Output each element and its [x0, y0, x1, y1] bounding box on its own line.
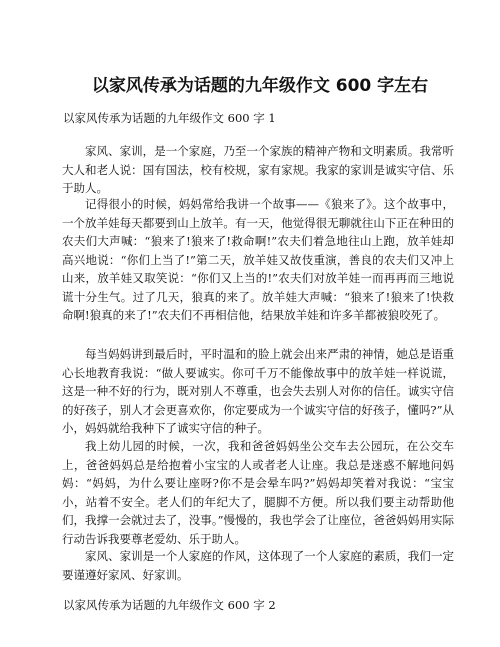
paragraph-1: 家风、家训，是一个家庭，乃至一个家族的精神产物和文明素质。我常听大人和老人说：国有国法，校有校规，家有家规。我家的家训是诚实守信、乐于助人。: [62, 144, 454, 195]
paragraph-4: 我上幼儿园的时候，一次，我和爸爸妈妈坐公交车去公园玩，在公交车上，爸爸妈妈总是给抱着小宝宝的人或者老人让座。我总是迷惑不解地问妈妈：“妈妈，为什么要让座呀?你不是会晕车吗?”妈妈却笑着对我说：“宝宝小，站着不安全。老人们的年纪大了，腿脚不方便。所以我们要主动帮助他们，我撑一会就过去了，没事。”慢慢的，我也学会了让座位，爸爸妈妈用实际行动告诉我要尊老爱幼、乐于助人。: [62, 439, 454, 546]
document-title: 以家风传承为话题的九年级作文 600 字左右: [91, 76, 429, 96]
paragraph-2: 记得很小的时候，妈妈常给我讲一个故事——《狼来了》。这个故事中，一个放羊娃每天都要到山上放羊。有一天，他觉得很无聊就往山下正在种田的农夫们大声喊：“狼来了!狼来了!救命啊!”农夫们着急地往山上跑，放羊娃却高兴地说：“你们上当了!”第二天，放羊娃又故伎重演，善良的农夫们又冲上山来，放羊娃又取笑说：“你们又上当的!”农夫们对放羊娃一而再再而三地说谎十分生气。过了几天，狼真的来了。放羊娃大声喊：“狼来了!狼来了!快救命啊!狼真的来了!”农夫们不再相信他，结果放羊娃和许多羊都被狼咬死了。: [62, 197, 454, 322]
essay-1-heading: 以家风传承为话题的九年级作文 600 字 1: [63, 111, 276, 125]
paragraph-5: 家风、家训是一个人家庭的作风，这体现了一个人家庭的素质，我们一定要谨遵好家风、好家训。: [62, 549, 454, 582]
paragraph-3: 每当妈妈讲到最后时，平时温和的脸上就会出来严肃的神情，她总是语重心长地教育我说：“做人要诚实。你可千万不能像故事中的放羊娃一样说谎，这是一种不好的行为，既对别人不尊重，也会失去别人对你的信任。诚实守信的好孩子，别人才会更喜欢你，你定要成为一个诚实守信的好孩子，懂吗?”从小，妈妈就给我种下了诚实守信的种子。: [62, 347, 454, 435]
essay-2-heading: 以家风传承为话题的九年级作文 600 字 2: [63, 598, 276, 612]
